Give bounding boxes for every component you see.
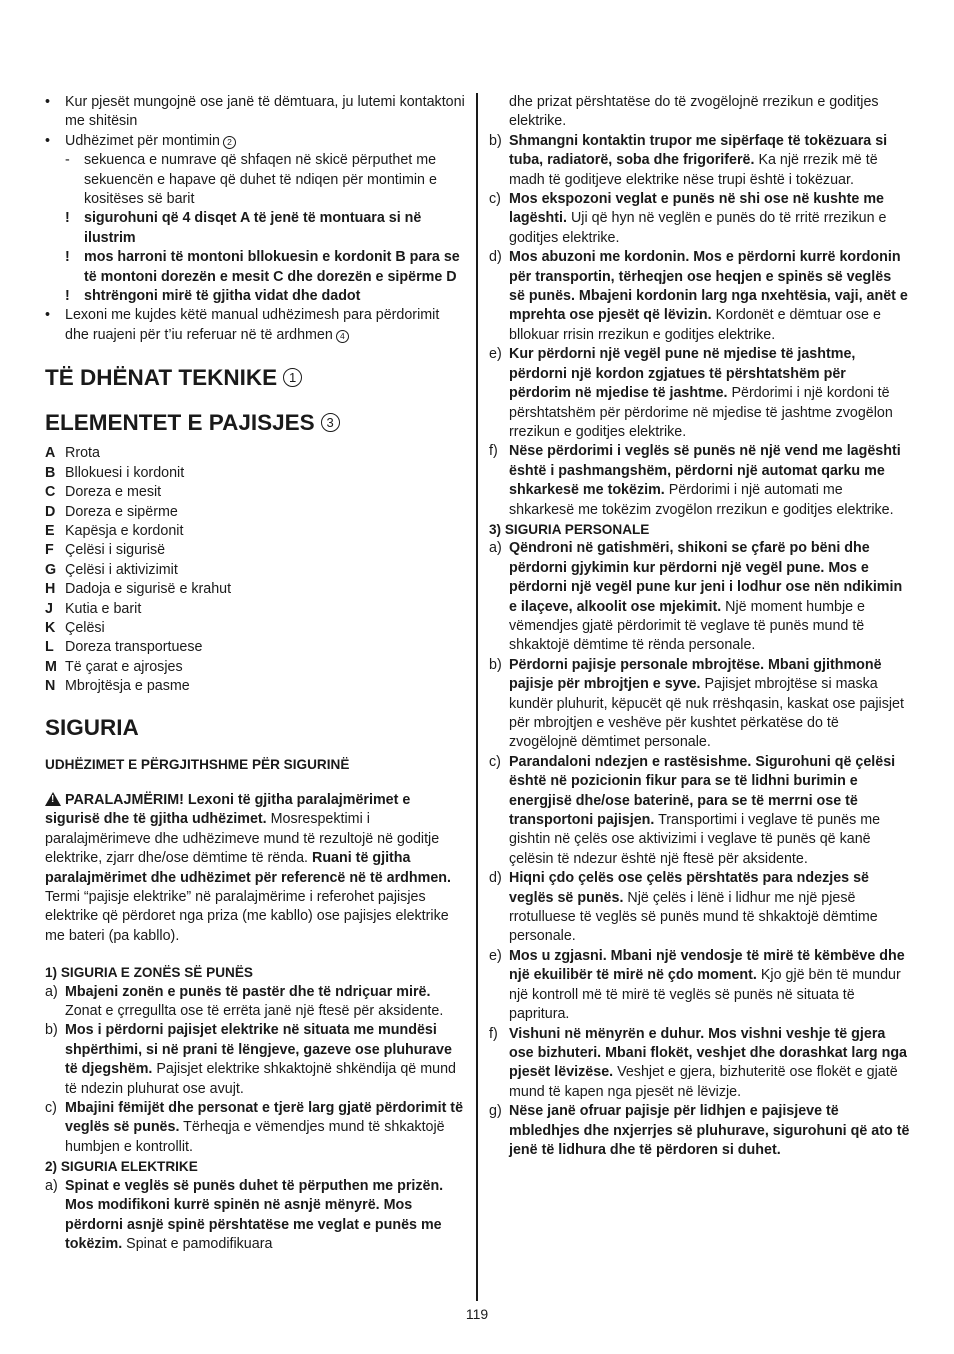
list-item: b) Shmangni kontaktin trupor me sipërfaqe të tokëzuara si tuba, radiatorë, soba dhe frigoriferë. Ka një rrezik më të madh të goditjeve elektrike nëse trupi është i tokëzuar. (489, 132, 888, 188)
list-item: a) Qëndroni në gatishmëri, shikoni se çfarë po bëni dhe përdorni gjykimin kur përdorni një vegël pune. Mos e përdorni një vegël pune kur jeni i lodhur ose nën ndikimin e ilaçeve, alkoolit ose mjekimit. Një moment humbje e vëmendjes gjatë përdorimit të veglave të punës mund të shkaktojë dëmtime të rënda personale. (489, 540, 903, 654)
list-item: C Doreza e mesit (45, 484, 162, 501)
heading-safety: SIGURIA (45, 714, 139, 740)
list-item: E Kapësja e kordonit (45, 522, 184, 539)
list-item: B Bllokuesi i kordonit (45, 464, 185, 481)
list-item: c) Parandaloni ndezjen e rastësishme. Sigurohuni që çelësi është në pozicionin fikur para se të lidhni burimin e energjisë dhe/ose baterinë, para se të merrni ose të transportoni pajisjen. Transportimi i veglave të punës me gishtin në çelës ose aktivizimi i veglave të punës që kanë çelësin të ndezur është një ftesë për aksidente. (489, 753, 896, 867)
list-item: c) Mbajini fëmijët dhe personat e tjerë larg gjatë përdorimit të veglës së punës. Tërheqja e vëmendjes mund të shkaktojë humbjen e kontrollit. (45, 1100, 464, 1155)
list-item: L Doreza transportuese (45, 639, 203, 656)
bullet-item: • Kur pjesët mungojnë ose janë të dëmtuara, ju lutemi kontaktoni me shitësin (45, 93, 467, 132)
section-title: 2) SIGURIA ELEKTRIKE (45, 1159, 198, 1175)
bullet-item: • Lexoni me kujdes këtë manual udhëzimesh para përdorimit dhe ruajeni për t’iu referuar në të ardhmen 4 (45, 306, 467, 345)
list-item: N Mbrojtësja e pasme (45, 678, 190, 695)
list-item: M Të çarat e ajrosjes (45, 658, 183, 675)
list-item: a) Spinat e veglës së punës duhet të përputhen me prizën. Mos modifikoni kurrë spinën në asnjë mënyrë. Mos përdorni asnjë spinë përshtatëse me veglat e punës me tokëzim. Spinat e pamodifikuara (45, 1177, 444, 1252)
list-item: e) Mos u zgjasni. Mbani një vendosje të mirë të këmbëve dhe një ekuilibër të mirë në çdo moment. Kjo gjë bën të mundur një kontroll më të mirë të veglës së punës në situata të papritura. (489, 947, 905, 1023)
left-column (45, 93, 467, 1254)
bullet-item: • Udhëzimet për montimin 2 (45, 132, 467, 151)
list-item: g) Nëse janë ofruar pajisje për lidhjen e pajisjeve të mbledhjes dhe nxjerrjes së pluhurave, sigurohuni që ato të jenë të lidhura dhe të përdoren si duhet. (489, 1103, 910, 1158)
list-item: b) Përdorni pajisje personale mbrojtëse. Mbani gjithmonë pajisje për mbrojtjen e syve. Pajisjet mbrojtëse si maska kundër pluhurit, këpucët që nuk rrëshqasin, kaskat ose pajisjet për mbrojtjen e veshëve për kushtet përkatëse do të zvogëlojnë dëmtimet personale. (489, 656, 904, 751)
figure-ref-badge: 4 (336, 330, 349, 343)
dash-item: - sekuenca e numrave që shfaqen në skicë përputhet me sekuencën e hapave që duhet të ndiqen për montimin e kositëses së barit (65, 152, 437, 208)
list-item: f) Nëse përdorimi i veglës së punës në një vend me lagështi është i pashmangshëm, përdorni një automat qarku me shkarkesë me tokëzim. Përdorimi i një automati me shkarkesë me tokëzim zvogëlon rrezikun e goditjes elektrike. (489, 443, 901, 518)
list-item: F Çelësi i sigurisë (45, 542, 166, 559)
exclamation-item: ! shtrëngoni mirë të gjitha vidat dhe dadot (65, 288, 361, 305)
list-item-continued: dhe prizat përshtatëse do të zvogëlojnë rrezikun e goditjes elektrike. (509, 94, 879, 130)
list-item: a) Mbajeni zonën e punës të pastër dhe të ndriçuar mirë. Zonat e çrregullta ose të errëta janë një ftesë për aksidente. (45, 983, 444, 1020)
figure-ref-badge: 1 (283, 368, 302, 387)
list-item: G Çelësi i aktivizimit (45, 561, 178, 578)
warning-paragraph: !PARALAJMËRIM! Lexoni të gjitha paralajmërimet e sigurisë dhe të gjitha udhëzimet. Mosrespektimi i paralajmërimeve dhe udhëzimeve mund të rezultojë në goditje elektrike, zjarr dhe/ose dëmtime të rënda. Ruani të gjitha paralajmërimet dhe udhëzimet për referencë në të ardhmen. Termi “pajisje elektrike” në paralajmërime i referohet pajisjes elektrike që përdoret nga priza (me kabllo) ose pajisjes elektrike me bateri (pa kabllo). (45, 791, 467, 946)
figure-ref-badge: 2 (223, 136, 236, 149)
list-item: d) Hiqni çdo çelës ose çelës përshtatës para ndezjes së veglës së punës. Një çelës i lënë i lidhur me një pjesë rrotulluese të veglës së punës mund të shkaktojë dëmtime personale. (489, 870, 878, 945)
exclamation-item: ! mos harroni të montoni bllokuesin e kordonit B para se të montoni dorezën e mesit C dhe dorezën e sipërme D (65, 249, 460, 285)
list-item: c) Mos ekspozoni veglat e punës në shi ose në kushte me lagështi. Uji që hyn në veglën e punës do të rritë rrezikun e goditjes elektrike. (489, 191, 887, 246)
section-title: 1) SIGURIA E ZONËS SË PUNËS (45, 965, 253, 981)
list-item: e) Kur përdorni një vegël pune në mjedise të jashtme, përdorni një kordon zgjatues të përshtatshëm për përdorim në mjedise të jashtme. Përdorimi i një kordoni të përshtatshëm për përdorime në mjedise të jashtme zvogëlon rrezikun e goditjes elektrike. (489, 346, 893, 440)
figure-ref-badge: 3 (321, 413, 340, 432)
page-number: 119 (465, 1306, 489, 1322)
general-safety-title: UDHËZIMET E PËRGJITHSHME PËR SIGURINË (45, 756, 350, 772)
list-item: f) Vishuni në mënyrën e duhur. Mos vishni veshje të gjera ose bizhuteri. Mbani flokët, veshjet dhe dorashkat larg nga pjesët lëvizëse. Veshjet e gjera, bizhuteritë ose flokët e gjatë mund të kapen nga pjesët në lëvizje. (489, 1025, 908, 1100)
warning-triangle-icon (45, 792, 61, 806)
parts-list (45, 444, 467, 696)
list-item: D Doreza e sipërme (45, 503, 178, 520)
exclamation-item: ! sigurohuni që 4 disqet A të jenë të montuara si në ilustrim (65, 210, 422, 246)
list-item: H Dadoja e sigurisë e krahut (45, 581, 232, 598)
heading-technical-data: TË DHËNAT TEKNIKE 1 (45, 365, 467, 391)
column-divider (476, 93, 478, 1301)
section-title: 3) SIGURIA PERSONALE (489, 521, 650, 537)
list-item: A Rrota (45, 445, 100, 462)
heading-elements: ELEMENTET E PAJISJES 3 (45, 410, 467, 436)
right-column (489, 93, 911, 1160)
list-item: b) Mos i përdorni pajisjet elektrike në situata me mundësi shpërthimi, si në prani të lëngjeve, gazeve ose pluhurave të djegshëm. Pajisjet elektrike shkaktojnë shkëndija që mund të ndezin pluhurat ose avujt. (45, 1022, 456, 1097)
list-item: J Kutia e barit (45, 600, 142, 617)
list-item: K Çelësi (45, 619, 105, 636)
list-item: d) Mos abuzoni me kordonin. Mos e përdorni kurrë kordonin për transportin, tërheqjen ose heqjen e spinës së veglës së punës. Mbajeni kordonin larg nga nxehtësia, vaji, anët e mprehta ose pjesët që lëvizin. Kordonët e dëmtuar ose e bllokuar rrisin rrezikun e goditjes elektrike. (489, 249, 908, 343)
